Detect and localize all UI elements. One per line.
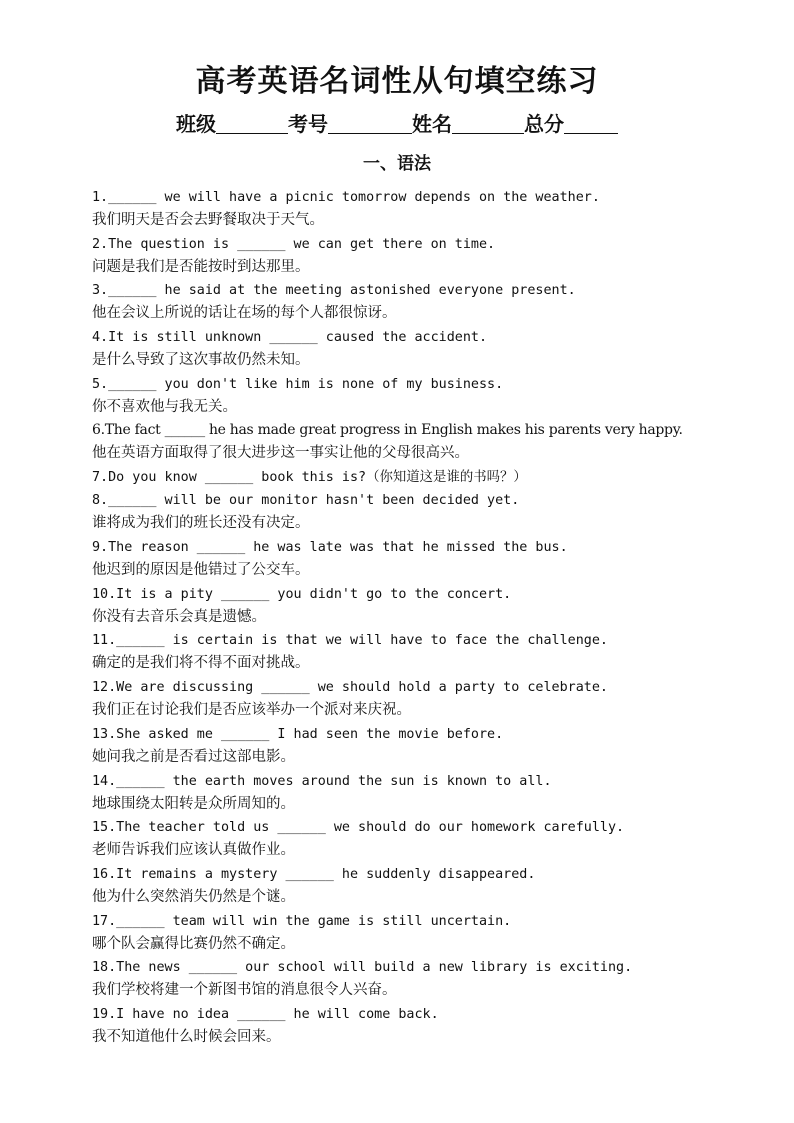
question-chinese: 我们明天是否会去野餐取决于天气。 (92, 212, 324, 228)
class-label: 班级 (176, 112, 216, 136)
question-chinese: 地球围绕太阳转是众所周知的。 (92, 795, 295, 812)
question-english: 13.She asked me ______ I had seen the movie before. (92, 726, 504, 742)
question-english: 10.It is a pity ______ you didn't go to the concert. (92, 586, 512, 602)
student-info-line (0, 110, 794, 138)
name-label: 姓名 (412, 112, 452, 136)
score-label: 总分 (524, 112, 564, 136)
question-chinese: 是什么导致了这次事故仍然未知。 (92, 352, 310, 369)
question-item (92, 233, 782, 280)
worksheet-title: 高考英语名词性从句填空练习 (195, 64, 599, 99)
question-item (92, 186, 782, 233)
question-chinese: 他在会议上所说的话让在场的每个人都很惊讶。 (92, 305, 397, 322)
question-item (92, 770, 782, 817)
question-english: 15.The teacher told us ______ we should do our homework carefully. (92, 820, 625, 836)
question-chinese: 我们学校将建一个新图书馆的消息很令人兴奋。 (92, 982, 397, 999)
question-english: 2.The question is ______ we can get there on time. (92, 236, 496, 252)
question-item (92, 629, 782, 676)
question-english: 16.It remains a mystery ______ he suddenly disappeared. (92, 866, 536, 882)
question-item (92, 816, 782, 863)
question-item (92, 723, 782, 770)
question-item (92, 419, 782, 466)
question-chinese: 我们正在讨论我们是否应该举办一个派对来庆祝。 (92, 702, 411, 719)
question-chinese: 问题是我们是否能按时到达那里。 (92, 258, 310, 275)
question-item (92, 373, 782, 420)
question-chinese: 他为什么突然消失仍然是个谜。 (92, 888, 295, 905)
question-item (92, 466, 782, 489)
question-english: 5.______ you don't like him is none of my business. (92, 376, 504, 392)
question-english: 18.The news ______ our school will build a new library is exciting. (92, 960, 633, 976)
question-chinese: 你没有去音乐会真是遗憾。 (92, 608, 266, 625)
question-english: 8.______ will be our monitor hasn't been decided yet. (92, 493, 520, 509)
question-chinese: 哪个队会赢得比赛仍然不确定。 (92, 935, 295, 952)
question-english: 12.We are discussing ______ we should hold a party to celebrate. (92, 680, 608, 696)
question-english: 7.Do you know ______ book this is?（你知道这是谁的书吗？） (92, 470, 527, 486)
question-item (92, 583, 782, 630)
question-chinese: 他在英语方面取得了很大进步这一事实让他的父母很高兴。 (92, 445, 469, 462)
question-english: 11.______ is certain is that we will have to face the challenge. (92, 633, 608, 649)
question-item (92, 956, 782, 1003)
exam-number-blank[interactable] (328, 113, 412, 134)
question-english: 9.The reason ______ he was late was that he missed the bus. (92, 540, 568, 556)
question-chinese: 他迟到的原因是他错过了公交车。 (92, 562, 310, 579)
question-item (92, 536, 782, 583)
question-item (92, 1003, 782, 1050)
exam-number-label: 考号 (288, 112, 328, 136)
section-heading: 一、语法 (363, 154, 431, 174)
question-item (92, 279, 782, 326)
question-english: 19.I have no idea ______ he will come back. (92, 1006, 439, 1022)
question-english: 17.______ team will win the game is still uncertain. (92, 913, 512, 929)
score-blank[interactable] (564, 113, 618, 134)
name-blank[interactable] (452, 113, 524, 134)
question-item (92, 676, 782, 723)
class-blank[interactable] (216, 113, 288, 134)
question-chinese: 谁将成为我们的班长还没有决定。 (92, 515, 310, 532)
question-chinese: 我不知道他什么时候会回来。 (92, 1028, 281, 1045)
question-item (92, 910, 782, 957)
question-item (92, 326, 782, 373)
question-item (92, 489, 782, 536)
question-chinese: 她问我之前是否看过这部电影。 (92, 748, 295, 765)
question-chinese: 老师告诉我们应该认真做作业。 (92, 842, 295, 859)
question-chinese: 你不喜欢他与我无关。 (92, 398, 237, 415)
question-item (92, 863, 782, 910)
question-list (92, 186, 782, 1050)
question-chinese: 确定的是我们将不得不面对挑战。 (92, 655, 310, 672)
question-english: 1.______ we will have a picnic tomorrow depends on the weather. (92, 190, 600, 205)
question-english: 3.______ he said at the meeting astonished everyone present. (92, 283, 576, 299)
question-english: 4.It is still unknown ______ caused the accident. (92, 330, 488, 346)
question-english: 14.______ the earth moves around the sun is known to all. (92, 773, 552, 789)
question-english: 6.The fact ______ he has made great progress in English makes his parents very happy. (92, 422, 683, 439)
